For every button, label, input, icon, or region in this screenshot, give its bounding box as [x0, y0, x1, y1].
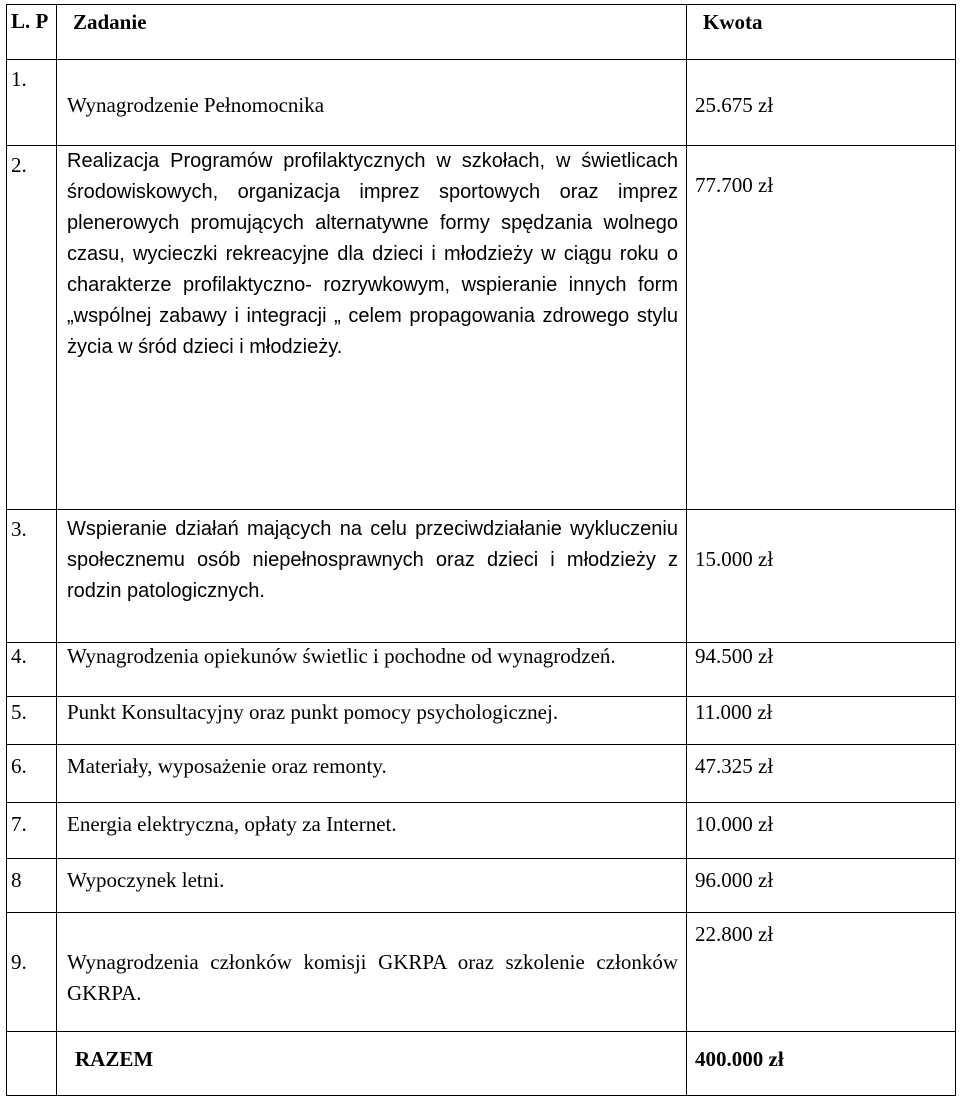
header-amount: Kwota: [687, 5, 956, 60]
row-number: 7.: [7, 803, 57, 859]
header-lp: L. P: [7, 5, 57, 60]
row-number: 2.: [7, 146, 57, 510]
total-number: [7, 1032, 57, 1096]
table-row: [7, 913, 956, 1032]
row-number: 4.: [7, 643, 57, 697]
table-row: [7, 697, 956, 745]
row-number: 8: [7, 859, 57, 913]
row-amount: 94.500 zł: [687, 643, 956, 697]
row-number: 6.: [7, 745, 57, 803]
budget-table: [6, 4, 956, 1096]
row-task: Punkt Konsultacyjny oraz punkt pomocy psychologicznej.: [57, 697, 687, 745]
total-amount: 400.000 zł: [687, 1032, 956, 1096]
table-row: [7, 643, 956, 697]
row-amount: 96.000 zł: [687, 859, 956, 913]
row-amount: 10.000 zł: [687, 803, 956, 859]
header-task: Zadanie: [57, 5, 687, 60]
row-task: Wypoczynek letni.: [57, 859, 687, 913]
row-amount: 47.325 zł: [687, 745, 956, 803]
table-row: [7, 859, 956, 913]
table-header-row: [7, 5, 956, 60]
row-number: 1.: [7, 60, 57, 146]
row-amount: 25.675 zł: [687, 60, 956, 146]
row-number: 9.: [7, 913, 57, 1032]
row-task: Energia elektryczna, opłaty za Internet.: [57, 803, 687, 859]
row-amount: 77.700 zł: [687, 146, 956, 510]
table-row: [7, 146, 956, 510]
table-row: [7, 60, 956, 146]
table-row: [7, 745, 956, 803]
row-amount: 15.000 zł: [687, 510, 956, 643]
row-amount: 22.800 zł: [687, 913, 956, 1032]
row-task: Wspieranie działań mających na celu przeciwdziałanie wykluczeniu społecznemu osób niepełnosprawnych oraz dzieci i młodzieży z rodzin patologicznych.: [57, 510, 687, 643]
row-task: Wynagrodzenia opiekunów świetlic i pochodne od wynagrodzeń.: [57, 643, 687, 697]
row-amount: 11.000 zł: [687, 697, 956, 745]
row-task: Materiały, wyposażenie oraz remonty.: [57, 745, 687, 803]
table-row: [7, 510, 956, 643]
total-row: [7, 1032, 956, 1096]
total-label: RAZEM: [57, 1032, 687, 1096]
row-task: Realizacja Programów profilaktycznych w szkołach, w świetlicach środowiskowych, organizacja imprez sportowych oraz imprez plenerowych promujących alternatywne formy spędzania wolnego czasu, wycieczki rekreacyjne dla dzieci i młodzieży w ciągu roku o charakterze profilaktyczno- rozrywkowym, wspieranie innych form „wspólnej zabawy i integracji „ celem propagowania zdrowego stylu życia w śród dzieci i młodzieży.: [57, 146, 687, 510]
row-task: Wynagrodzenie Pełnomocnika: [57, 60, 687, 146]
row-task: Wynagrodzenia członków komisji GKRPA oraz szkolenie członków GKRPA.: [57, 913, 687, 1032]
row-number: 3.: [7, 510, 57, 643]
table-row: [7, 803, 956, 859]
row-number: 5.: [7, 697, 57, 745]
